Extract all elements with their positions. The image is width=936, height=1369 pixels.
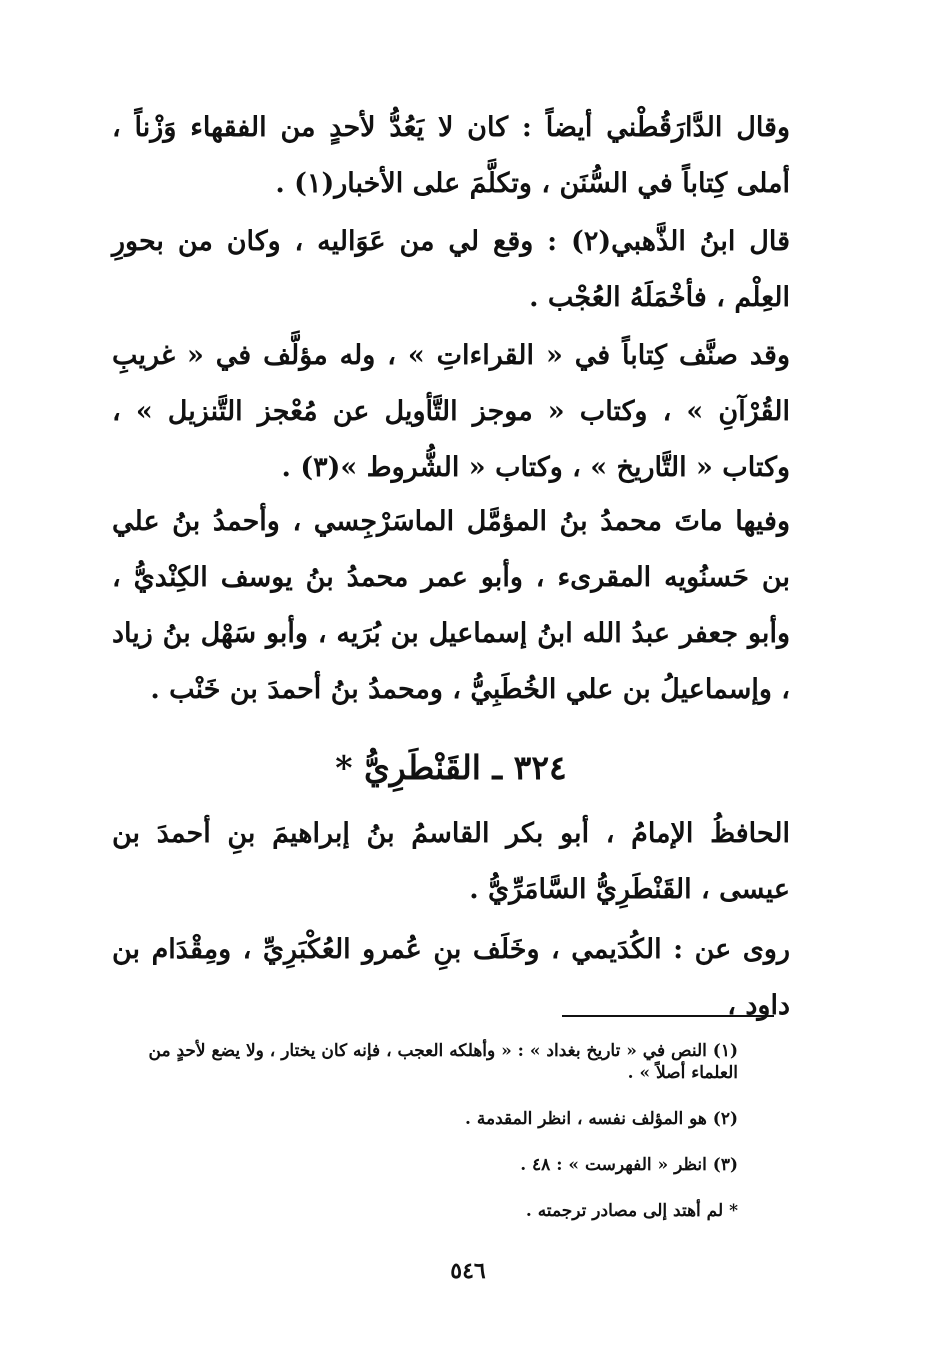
biography-intro: الحافظُ الإمامُ ، أبو بكر القاسمُ بنُ إبراهيمَ بنِ أحمدَ بن عيسى ، القَنْطَرِيُّ السَّامَرِّيُّ . <box>112 818 790 905</box>
paragraph-dhahabi: قال ابنُ الذَّهبي(٢) : وقع لي من عَوَاليه ، وكان من بحورِ العِلْم ، فأخْمَلَهُ العُجْب . <box>112 226 791 313</box>
footnote-separator <box>562 1015 774 1017</box>
footnote-2: (٢) هو المؤلف نفسه ، انظر المقدمة . <box>465 1109 738 1129</box>
paragraph-works: وقد صنَّف كِتاباً في « القراءاتِ » ، وله مؤلَّف في « غريبِ القُرْآنِ » ، وكتاب « موجز التَّأويل عن مُعْجز التَّنزيل » ، وكتاب « التَّاريخ » ، وكتاب « الشُّروط »(٣) . <box>112 340 790 483</box>
page-number: ٥٤٦ <box>450 1258 486 1284</box>
footnote-1: (١) النص في « تاريخ بغداد » : « وأهلكه العجب ، فإنه كان يختار ، ولا يضع لأحدٍ من العلماء أصلاً » . <box>148 1041 738 1083</box>
footnote-3: (٣) انظر « الفهرست » : ٤٨ . <box>520 1155 738 1175</box>
footnote-asterisk: * لم أهتد إلى مصادر ترجمته . <box>525 1201 738 1221</box>
biography-narration: روى عن : الكُدَيمي ، وخَلَف بنِ عُمرو العُكْبَرِيِّ ، ومِقْدَام بن داود ، <box>112 934 790 1021</box>
biography-heading: ٣٢٤ ـ القَنْطَرِيُّ * <box>335 748 567 787</box>
paragraph-daraqutni: وقال الدَّارَقُطْني أيضاً : كان لا يَعُدُّ لأحدٍ من الفقهاء وَزْناً ، أملى كِتاباً في السُّنَن ، وتكلَّمَ على الأخبار(١) . <box>112 112 790 199</box>
footnotes-list <box>112 1040 790 1246</box>
paragraph-deaths: وفيها ماتَ محمدُ بنُ المؤمَّل الماسَرْجِسي ، وأحمدُ بنُ علي بن حَسنُويه المقرىء ، وأبو عمر محمدُ بنُ يوسف الكِنْديُّ ، وأبو جعفر عبدُ الله ابنُ إسماعيل بن بُرَيه ، وأبو سَهْل بنُ زياد ، وإسماعيلُ بن علي الخُطَبِيُّ ، ومحمدُ بنُ أحمدَ بن خَنْب . <box>112 506 790 705</box>
